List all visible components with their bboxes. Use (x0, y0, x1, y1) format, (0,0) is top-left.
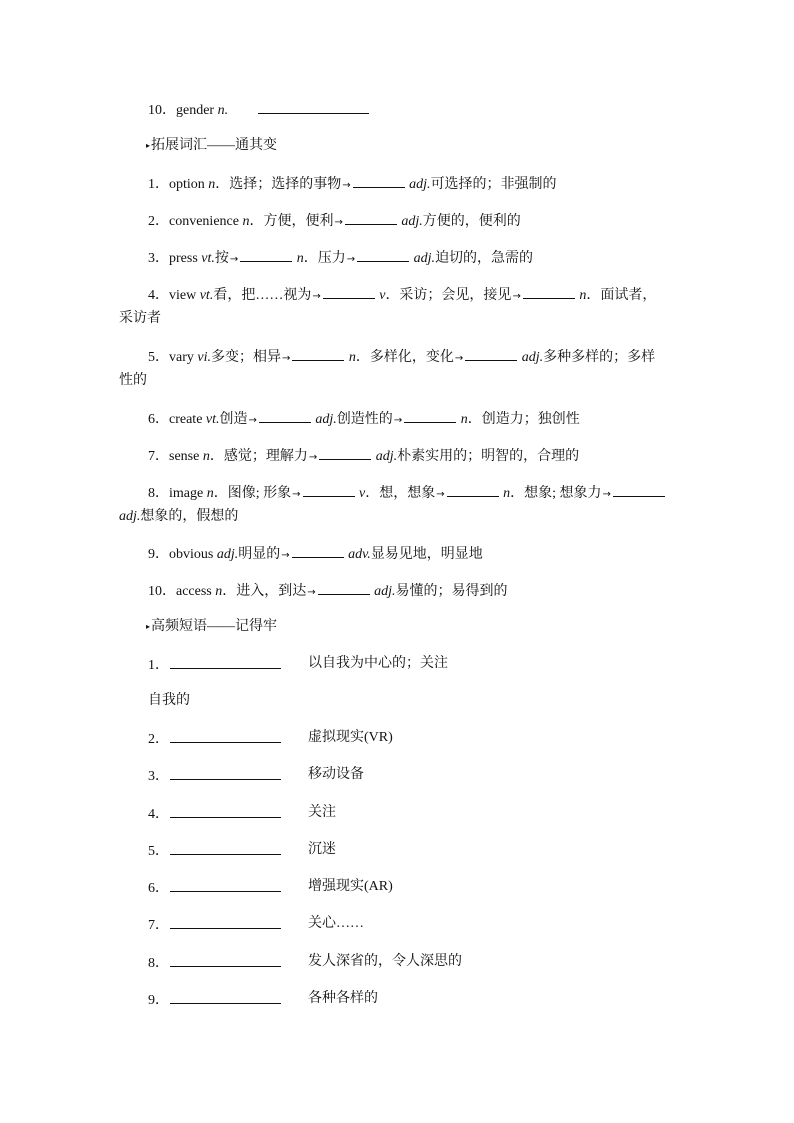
arrow-icon: → (281, 550, 290, 561)
phrase-item: 7． 关心…… (148, 916, 364, 933)
phrase-meaning: 以自我为中心的；关注 (308, 656, 448, 671)
arrow-icon: → (229, 254, 239, 265)
vocab-item-sense: 7．sense n．感觉；理解力→ adj.朴素实用的；明智的，合理的 (148, 446, 579, 467)
arrow-icon: → (602, 489, 611, 500)
phrase-item: 3． 移动设备 (148, 767, 364, 784)
section-heading-expand (146, 137, 277, 155)
arrow-icon: → (436, 489, 445, 500)
answer-blank[interactable] (170, 766, 281, 780)
arrow-icon: → (292, 489, 301, 500)
arrow-icon: → (393, 415, 403, 426)
answer-blank[interactable] (170, 990, 281, 1004)
answer-blank[interactable] (353, 174, 405, 188)
phrase-item: 2． 虚拟现实(VR) (148, 730, 393, 747)
vocab-item-view: 4．view vt.看，把……视为→ v．采访；会见，接见→ n．面试者， (148, 285, 656, 306)
phrase-meaning: 沉迷 (308, 842, 336, 857)
vocab-item-vary: 5．vary vi.多变；相异→ n．多样化，变化→ adj.多种多样的；多样 (148, 347, 655, 368)
phrase-meaning: 关心…… (308, 916, 364, 931)
answer-blank[interactable] (258, 100, 369, 114)
arrow-icon: → (282, 353, 291, 364)
vocab-item-convenience: 2．convenience n．方便，便利→ adj.方便的，便利的 (148, 211, 521, 232)
answer-blank[interactable] (447, 483, 499, 497)
section-heading-phrases (146, 618, 277, 636)
arrow-icon: → (312, 291, 321, 302)
answer-blank[interactable] (323, 285, 375, 299)
answer-blank[interactable] (170, 953, 281, 967)
phrase-item: 8． 发人深省的，令人深思的 (148, 954, 462, 971)
vocab-item-obvious: 9．obvious adj.明显的→ adv.显易见地，明显地 (148, 544, 483, 565)
triangle-marker-icon: ▸ (146, 622, 151, 631)
phrase-item-continued: 自我的 (148, 693, 190, 708)
answer-blank[interactable] (613, 483, 665, 497)
phrase-item: 6． 增强现实(AR) (148, 879, 393, 896)
answer-blank[interactable] (318, 581, 370, 595)
phrase-meaning: 虚拟现实(VR) (308, 730, 393, 745)
arrow-icon: → (248, 415, 257, 426)
vocab-item-press: 3．press vt.按→ n．压力→ adj.迫切的，急需的 (148, 248, 533, 269)
answer-blank[interactable] (292, 544, 344, 558)
arrow-icon: → (308, 452, 318, 463)
item-pos: n. (217, 103, 229, 118)
answer-blank[interactable] (170, 804, 281, 818)
vocab-item-view-continued: 采访者 (119, 311, 161, 326)
vocab-item-vary-continued: 性的 (119, 373, 147, 388)
phrase-item: 5． 沉迷 (148, 842, 336, 859)
phrase-item: 1． 以自我为中心的；关注 (148, 656, 448, 673)
answer-blank[interactable] (292, 347, 344, 361)
section-title: 高频短语——记得牢 (151, 619, 278, 634)
answer-blank[interactable] (404, 409, 456, 423)
vocab-item-image: 8．image n．图像; 形象→ v．想，想象→ n．想象; 想象力→ (148, 483, 666, 504)
vocab-item-gender (148, 100, 370, 120)
vocab-item-option: 1．option n．选择；选择的事物→ adj.可选择的；非强制的 (148, 174, 557, 195)
answer-blank[interactable] (319, 446, 371, 460)
arrow-icon: → (512, 291, 521, 302)
answer-blank[interactable] (170, 841, 281, 855)
phrase-meaning: 移动设备 (308, 767, 364, 782)
answer-blank[interactable] (240, 248, 292, 262)
vocab-item-image-continued: adj.想象的，假想的 (119, 509, 239, 524)
answer-blank[interactable] (345, 211, 397, 225)
phrase-item: 4． 关注 (148, 805, 336, 822)
arrow-icon: → (346, 254, 356, 265)
arrow-icon: → (342, 180, 351, 191)
answer-blank[interactable] (465, 347, 517, 361)
arrow-icon: → (334, 217, 343, 228)
triangle-marker-icon: ▸ (146, 141, 151, 150)
phrase-meaning: 增强现实(AR) (308, 879, 393, 894)
section-title: 拓展词汇——通其变 (151, 138, 278, 153)
item-word: 10．gender (148, 103, 218, 118)
answer-blank[interactable] (303, 483, 355, 497)
answer-blank[interactable] (170, 915, 281, 929)
phrase-meaning: 发人深省的，令人深思的 (308, 954, 462, 969)
vocab-item-access: 10．access n．进入，到达→ adj.易懂的；易得到的 (148, 581, 508, 602)
answer-blank[interactable] (170, 878, 281, 892)
vocab-item-create: 6．create vt.创造→ adj.创造性的→ n．创造力；独创性 (148, 409, 580, 430)
phrase-meaning: 各种各样的 (308, 991, 378, 1006)
answer-blank[interactable] (170, 655, 281, 669)
phrase-meaning: 关注 (308, 805, 336, 820)
answer-blank[interactable] (523, 285, 575, 299)
arrow-icon: → (307, 587, 316, 598)
answer-blank[interactable] (357, 248, 409, 262)
phrase-item: 9． 各种各样的 (148, 991, 378, 1008)
answer-blank[interactable] (259, 409, 311, 423)
arrow-icon: → (454, 353, 464, 364)
answer-blank[interactable] (170, 729, 281, 743)
